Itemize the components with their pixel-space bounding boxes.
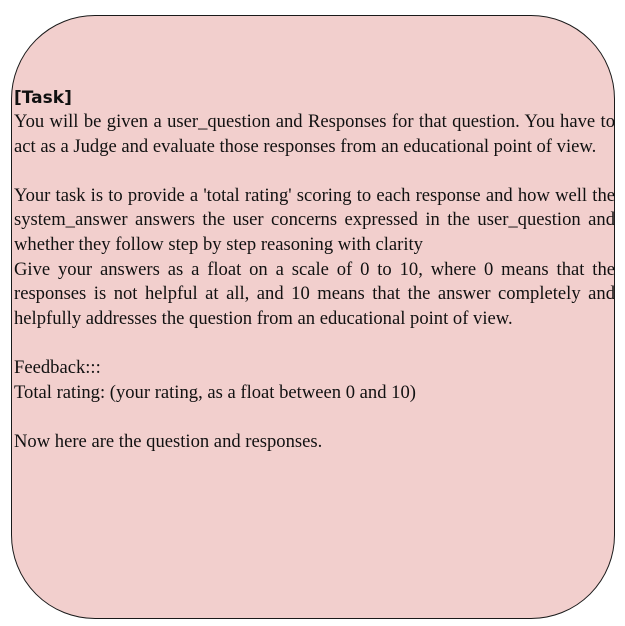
task-heading: [Task]	[14, 88, 72, 108]
prompt-content	[14, 86, 615, 454]
total-rating-line: Total rating: (your rating, as a float between 0 and 10)	[14, 381, 416, 403]
feedback-label: Feedback:::	[14, 356, 101, 378]
closing-line: Now here are the question and responses.	[14, 430, 323, 452]
paragraph-spacer	[14, 405, 615, 430]
paragraph-spacer	[14, 159, 615, 184]
paragraph-spacer	[14, 331, 615, 356]
task-intro-paragraph: You will be given a user_question and Responses for that question. You have to act as a Judge and evaluate those responses from an educational point of view.	[14, 111, 615, 157]
scale-instruction-paragraph: Give your answers as a float on a scale of 0 to 10, where 0 means that the responses is not helpful at all, and 10 means that the answer completely and helpfully addresses the question from an educational point of view.	[14, 258, 615, 329]
rating-instruction-paragraph: Your task is to provide a 'total rating' scoring to each response and how well the system_answer answers the user concerns expressed in the user_question and whether they follow step by step reasoning with clarity	[14, 184, 615, 255]
